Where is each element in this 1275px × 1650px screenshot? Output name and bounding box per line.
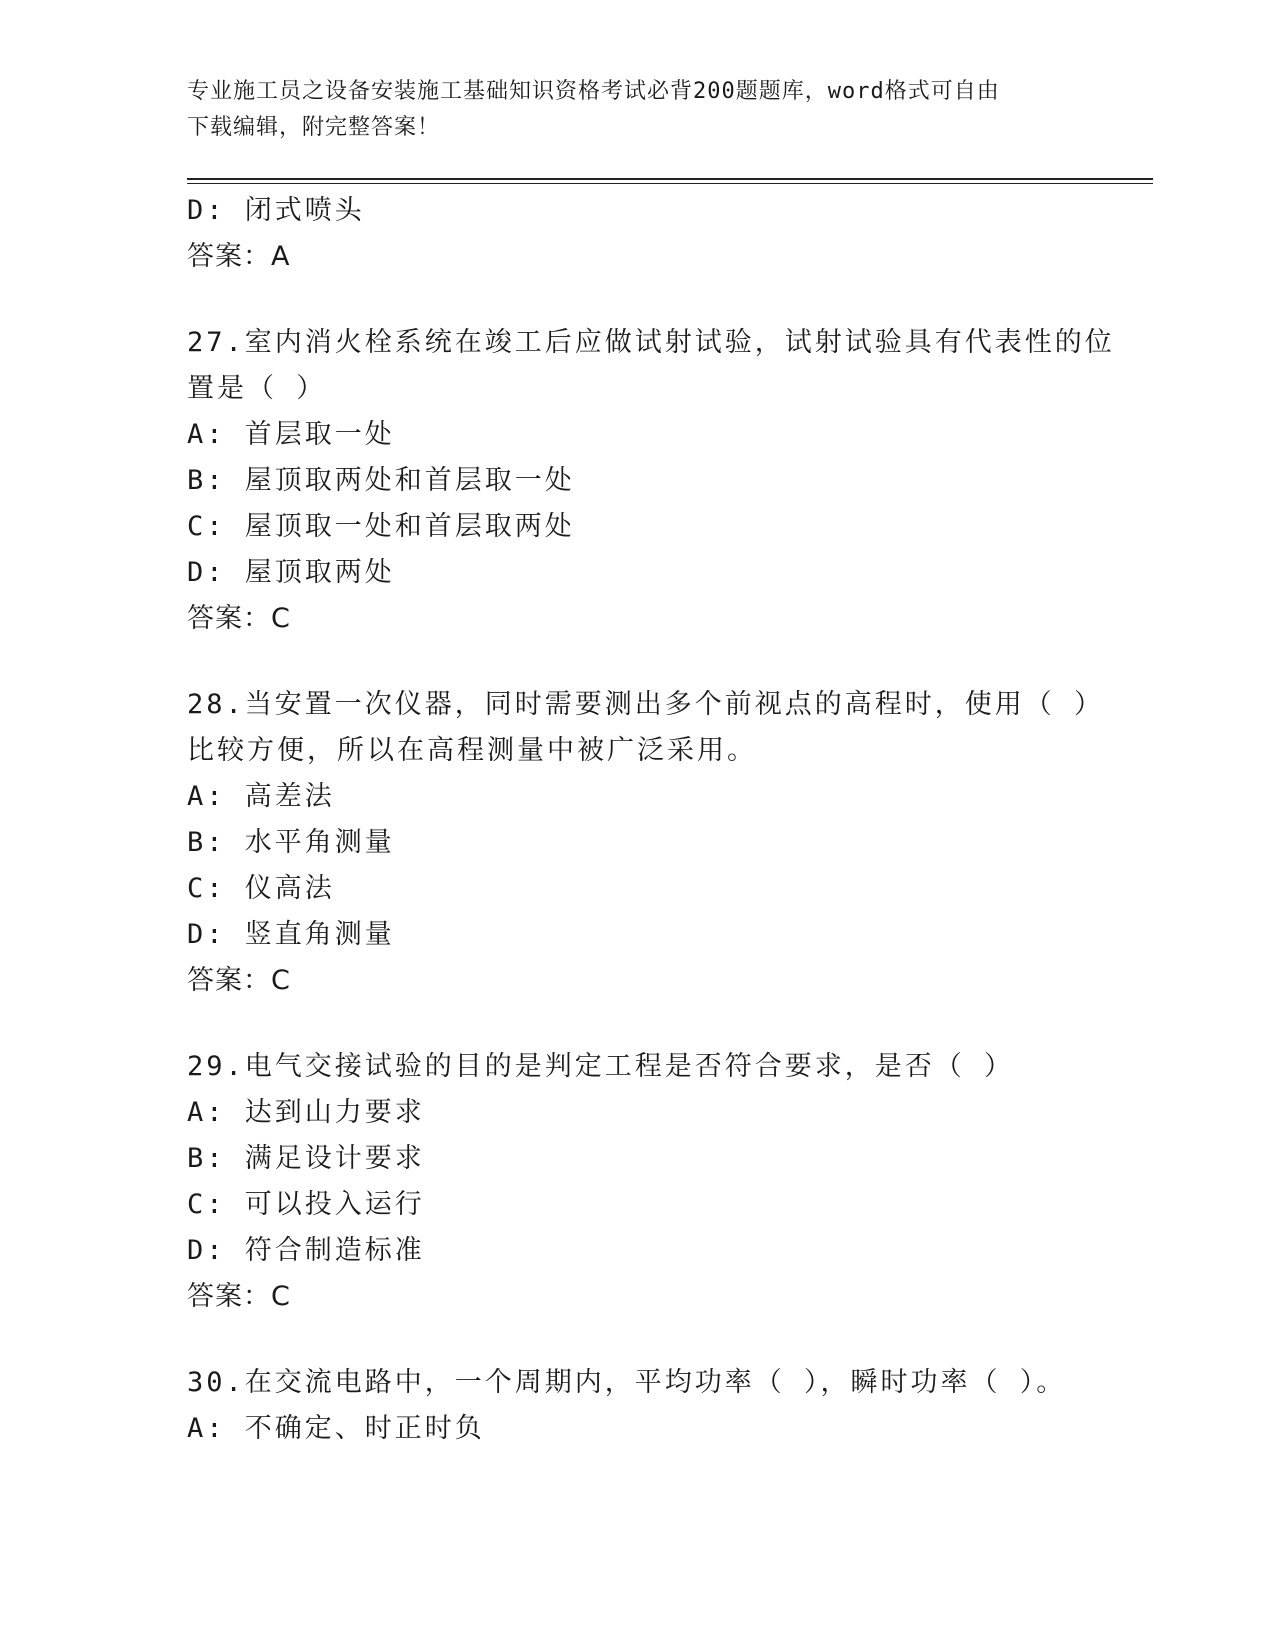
- option-b: B: 屋顶取两处和首层取一处: [187, 465, 575, 496]
- option-c: C: 仪高法: [187, 873, 335, 904]
- option-a: A: 高差法: [187, 781, 335, 812]
- option-d: D: 闭式喷头: [187, 195, 365, 226]
- question-28: [187, 682, 1105, 1004]
- option-a: A: 达到山力要求: [187, 1097, 425, 1128]
- header-line-2: 下载编辑，附完整答案！: [187, 115, 441, 140]
- option-a: A: 不确定、时正时负: [187, 1413, 485, 1444]
- option-b: B: 满足设计要求: [187, 1143, 425, 1174]
- question-text-line: 29.电气交接试验的目的是判定工程是否符合要求，是否（ ）: [187, 1051, 1015, 1082]
- spacer: [187, 1320, 1087, 1360]
- header-rule-thin: [187, 183, 1153, 184]
- spacer: [187, 280, 1087, 320]
- question-27: [187, 320, 1115, 642]
- option-d: D: 符合制造标准: [187, 1235, 425, 1266]
- answer-line: 答案：A: [187, 241, 291, 272]
- option-b: B: 水平角测量: [187, 827, 395, 858]
- option-d: D: 屋顶取两处: [187, 557, 395, 588]
- header-rule-thick: [187, 178, 1153, 180]
- answer-line: 答案：C: [187, 603, 291, 634]
- option-a: A: 首层取一处: [187, 419, 395, 450]
- option-d: D: 竖直角测量: [187, 919, 395, 950]
- prev-question-tail: [187, 188, 1087, 280]
- question-29: [187, 1044, 1087, 1320]
- option-c: C: 可以投入运行: [187, 1189, 425, 1220]
- option-c: C: 屋顶取一处和首层取两处: [187, 511, 575, 542]
- question-text-line: 27.室内消火栓系统在竣工后应做试射试验，试射试验具有代表性的位: [187, 327, 1115, 358]
- answer-line: 答案：C: [187, 1281, 291, 1312]
- spacer: [187, 642, 1087, 682]
- question-text-line: 置是（ ）: [187, 373, 327, 404]
- question-30: [187, 1360, 1087, 1452]
- answer-line: 答案：C: [187, 965, 291, 996]
- header-line-1: 专业施工员之设备安装施工基础知识资格考试必背200题题库，word格式可自由: [187, 79, 1000, 104]
- question-text-line: 30.在交流电路中，一个周期内，平均功率（ ），瞬时功率（ ）。: [187, 1367, 1067, 1398]
- document-header: [187, 74, 1087, 146]
- question-text-line: 比较方便，所以在高程测量中被广泛采用。: [187, 735, 757, 766]
- question-content: [187, 188, 1115, 1452]
- question-text-line: 28.当安置一次仪器，同时需要测出多个前视点的高程时，使用（ ）: [187, 689, 1105, 720]
- spacer: [187, 1004, 1087, 1044]
